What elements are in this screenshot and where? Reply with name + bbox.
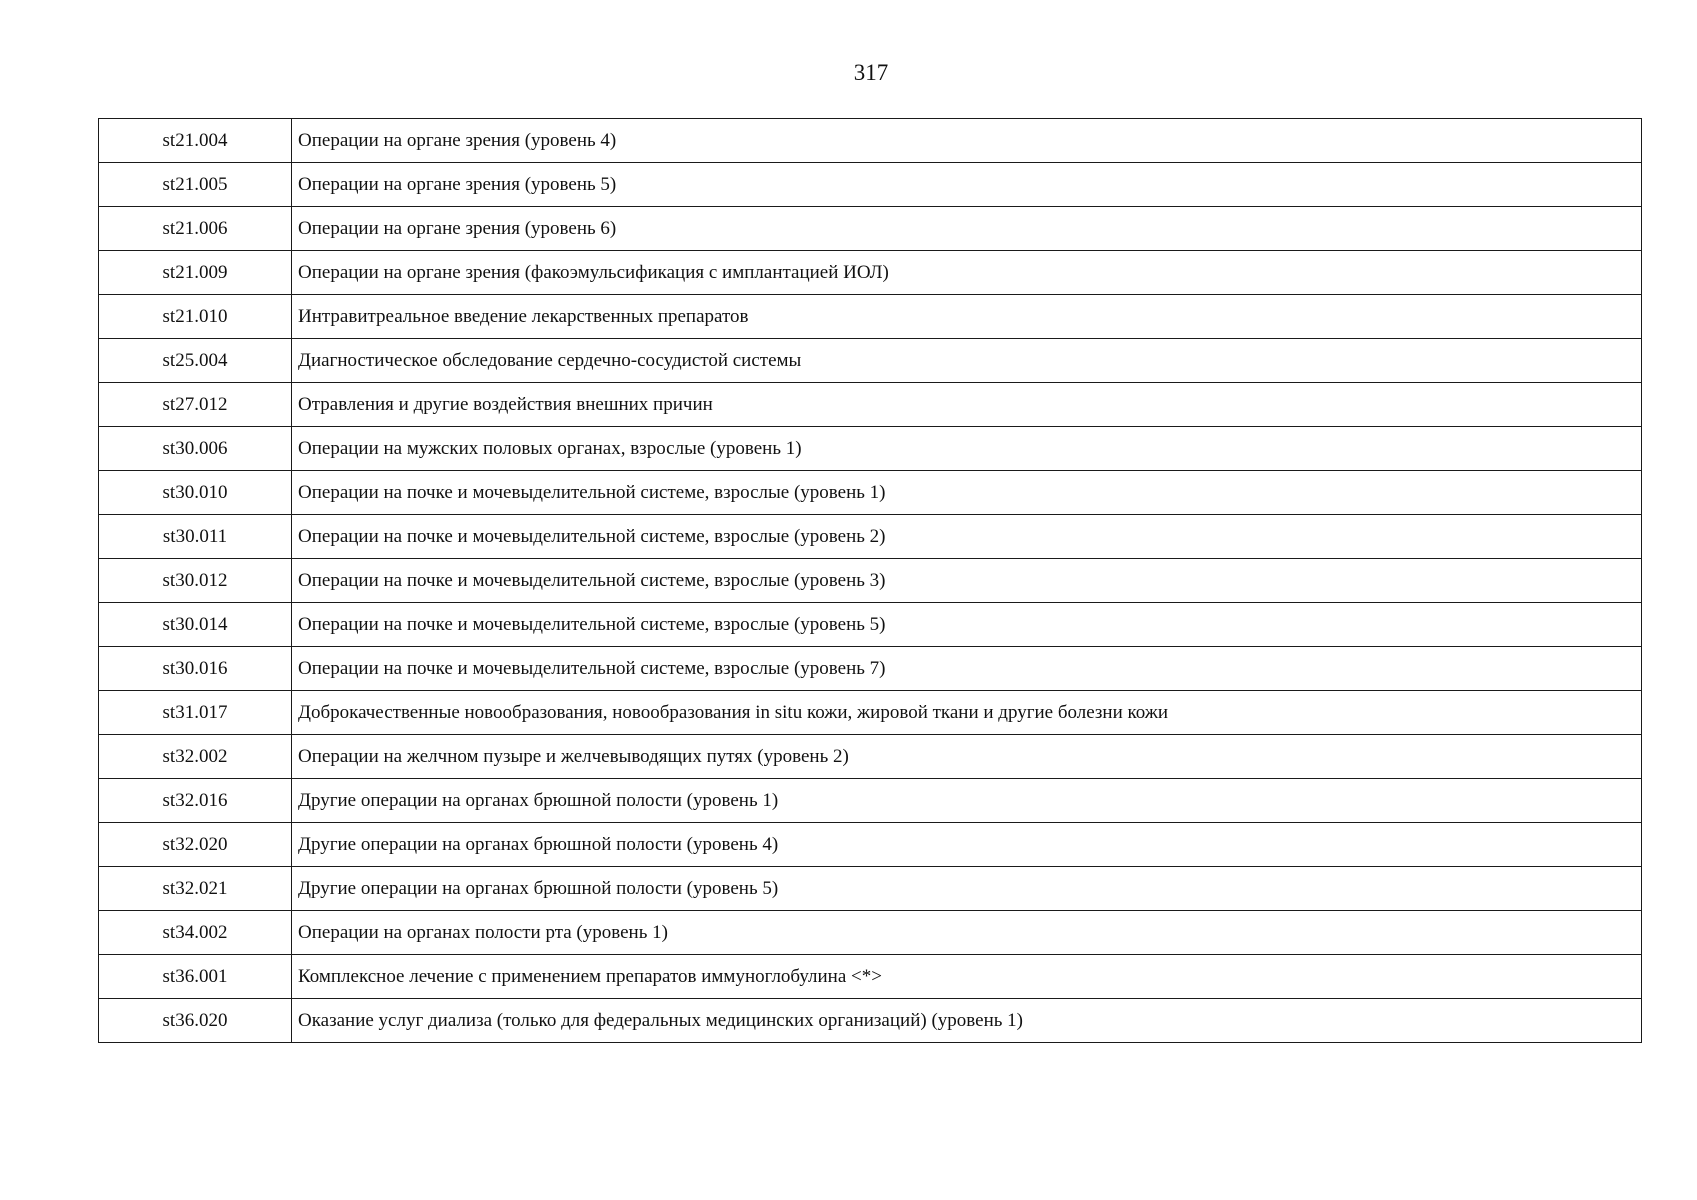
ksg-name-cell: Операции на почке и мочевыделительной системе, взрослые (уровень 1) — [292, 471, 1642, 515]
ksg-name-cell: Операции на мужских половых органах, взрослые (уровень 1) — [292, 427, 1642, 471]
table-row — [99, 735, 1642, 779]
ksg-code-cell: st21.009 — [99, 251, 292, 295]
table-row — [99, 647, 1642, 691]
table-row — [99, 383, 1642, 427]
ksg-name-cell: Комплексное лечение с применением препаратов иммуноглобулина <*> — [292, 955, 1642, 999]
ksg-name-cell: Другие операции на органах брюшной полости (уровень 1) — [292, 779, 1642, 823]
table-row — [99, 955, 1642, 999]
ksg-name-cell: Операции на органе зрения (уровень 4) — [292, 119, 1642, 163]
table-row — [99, 339, 1642, 383]
ksg-name-cell: Операции на почке и мочевыделительной системе, взрослые (уровень 5) — [292, 603, 1642, 647]
table-row — [99, 471, 1642, 515]
ksg-code-cell: st21.010 — [99, 295, 292, 339]
ksg-code-cell: st30.012 — [99, 559, 292, 603]
ksg-code-cell: st32.021 — [99, 867, 292, 911]
ksg-code-cell: st25.004 — [99, 339, 292, 383]
ksg-code-cell: st32.016 — [99, 779, 292, 823]
table-row — [99, 251, 1642, 295]
ksg-code-cell: st30.016 — [99, 647, 292, 691]
ksg-name-cell: Отравления и другие воздействия внешних причин — [292, 383, 1642, 427]
ksg-code-cell: st34.002 — [99, 911, 292, 955]
ksg-name-cell: Операции на почке и мочевыделительной системе, взрослые (уровень 7) — [292, 647, 1642, 691]
ksg-name-cell: Диагностическое обследование сердечно-сосудистой системы — [292, 339, 1642, 383]
table-row — [99, 779, 1642, 823]
ksg-code-cell: st30.010 — [99, 471, 292, 515]
ksg-code-cell: st21.004 — [99, 119, 292, 163]
ksg-name-cell: Оказание услуг диализа (только для федеральных медицинских организаций) (уровень 1) — [292, 999, 1642, 1043]
table-row — [99, 207, 1642, 251]
table-row — [99, 163, 1642, 207]
table-body — [99, 119, 1642, 1043]
page-number: 317 — [853, 60, 889, 85]
table-row — [99, 427, 1642, 471]
ksg-code-cell: st30.014 — [99, 603, 292, 647]
ksg-code-cell: st30.011 — [99, 515, 292, 559]
ksg-code-cell: st30.006 — [99, 427, 292, 471]
ksg-name-cell: Другие операции на органах брюшной полости (уровень 4) — [292, 823, 1642, 867]
ksg-code-cell: st31.017 — [99, 691, 292, 735]
ksg-code-cell: st32.020 — [99, 823, 292, 867]
ksg-code-cell: st36.020 — [99, 999, 292, 1043]
table-row — [99, 515, 1642, 559]
ksg-name-cell: Операции на органе зрения (факоэмульсификация с имплантацией ИОЛ) — [292, 251, 1642, 295]
table-row — [99, 559, 1642, 603]
ksg-table — [98, 118, 1642, 1043]
table-row — [99, 119, 1642, 163]
ksg-code-cell: st21.005 — [99, 163, 292, 207]
ksg-name-cell: Операции на органах полости рта (уровень 1) — [292, 911, 1642, 955]
table-row — [99, 867, 1642, 911]
table-row — [99, 823, 1642, 867]
ksg-name-cell: Операции на органе зрения (уровень 5) — [292, 163, 1642, 207]
ksg-name-cell: Операции на почке и мочевыделительной системе, взрослые (уровень 2) — [292, 515, 1642, 559]
ksg-name-cell: Операции на органе зрения (уровень 6) — [292, 207, 1642, 251]
table-row — [99, 911, 1642, 955]
ksg-code-cell: st32.002 — [99, 735, 292, 779]
ksg-name-cell: Доброкачественные новообразования, новообразования in situ кожи, жировой ткани и другие болезни кожи — [292, 691, 1642, 735]
ksg-name-cell: Интравитреальное введение лекарственных препаратов — [292, 295, 1642, 339]
table-row — [99, 691, 1642, 735]
ksg-name-cell: Операции на почке и мочевыделительной системе, взрослые (уровень 3) — [292, 559, 1642, 603]
ksg-code-cell: st27.012 — [99, 383, 292, 427]
table-row — [99, 295, 1642, 339]
table-row — [99, 999, 1642, 1043]
ksg-code-cell: st21.006 — [99, 207, 292, 251]
ksg-name-cell: Операции на желчном пузыре и желчевыводящих путях (уровень 2) — [292, 735, 1642, 779]
table-row — [99, 603, 1642, 647]
ksg-name-cell: Другие операции на органах брюшной полости (уровень 5) — [292, 867, 1642, 911]
ksg-code-cell: st36.001 — [99, 955, 292, 999]
